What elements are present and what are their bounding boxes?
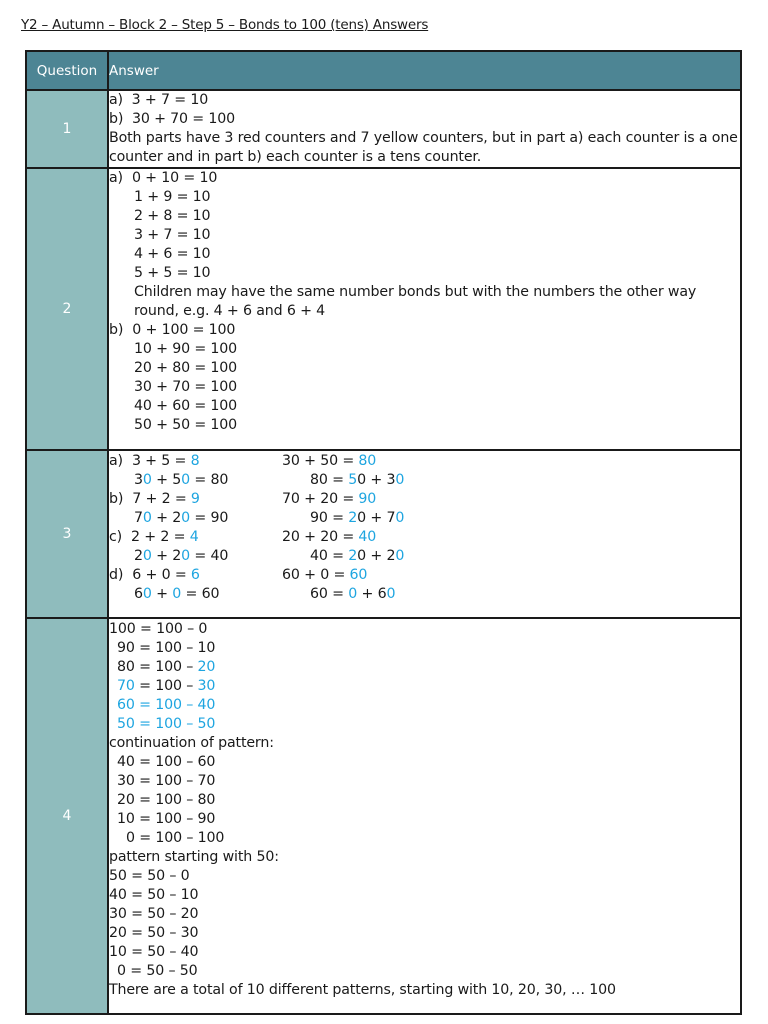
equation-part: 60 = (310, 586, 349, 602)
equation-part: 3 (134, 472, 143, 488)
equation: 70 + 20 = (282, 491, 359, 507)
equation: 30 + 70 = 100 (134, 379, 238, 395)
answer-cell-3 (108, 450, 741, 618)
equation-part: 80 = (310, 472, 349, 488)
equation: 30 = 100 – 70 (117, 773, 216, 789)
answer-line (109, 547, 740, 566)
equation: 90 = 100 – 10 (117, 640, 216, 656)
answer-value: 0 (181, 472, 191, 488)
answer-line (109, 585, 740, 604)
answer-line (109, 677, 740, 696)
answer-cell-4 (108, 618, 741, 1014)
answer-line (109, 452, 740, 471)
question-number-3: 3 (26, 450, 108, 618)
answer-value: 8 (190, 453, 200, 469)
answer-value: 0 (395, 548, 405, 564)
equation: 30 + 50 = (282, 453, 359, 469)
equation: 20 + 80 = 100 (134, 360, 238, 376)
question-number-1: 1 (26, 90, 108, 168)
answer-line (109, 471, 740, 490)
equation: 0 = 50 – 50 (117, 963, 198, 979)
equation: 2 + 2 = (131, 529, 190, 545)
equation-part: = 80 (190, 472, 229, 488)
equation-part: = 40 (190, 548, 229, 564)
part-label: b) (109, 322, 124, 338)
answer-line (109, 658, 740, 677)
question-number-2: 2 (26, 168, 108, 450)
equation: 60 + 0 = (282, 567, 350, 583)
answer-line (109, 169, 740, 188)
equation-part: = 60 (181, 586, 220, 602)
answer-value: 90 (358, 491, 377, 507)
equation: 3 + 7 = 10 (134, 227, 211, 243)
answer-note: There are a total of 10 different patterns, starting with 10, 20, 30, … 100 (109, 982, 616, 998)
equation-part: 0 + 3 (357, 472, 396, 488)
equation: 10 = 100 – 90 (117, 811, 216, 827)
equation-part: + 2 (151, 510, 182, 526)
equation-part: 0 + 2 (357, 548, 396, 564)
answer-value: 60 = 100 – 40 (117, 697, 216, 713)
equation: 4 + 6 = 10 (134, 246, 211, 262)
answer-value: 2 (348, 510, 358, 526)
table-row-q4 (26, 618, 741, 1014)
equation-part: + 2 (151, 548, 182, 564)
answer-value: 2 (348, 548, 358, 564)
equation-part: 40 = (310, 548, 349, 564)
table-row-q1 (26, 90, 741, 168)
part-label: b) (109, 491, 124, 507)
part-label: a) (109, 170, 123, 186)
section-label: continuation of pattern: (109, 735, 274, 751)
equation-part: 90 = (310, 510, 349, 526)
header-answer: Answer (108, 51, 741, 90)
answer-value: 20 (197, 659, 216, 675)
answer-line (109, 528, 740, 547)
answer-line (109, 509, 740, 528)
answer-value: 5 (348, 472, 358, 488)
answer-line: a) 3 + 7 = 10 (109, 92, 209, 108)
equation-part: + 5 (151, 472, 182, 488)
equation: 100 = 100 – 0 (109, 621, 208, 637)
answer-value: 60 (349, 567, 368, 583)
answer-cell-2 (108, 168, 741, 450)
answer-line (109, 490, 740, 509)
answer-value: 40 (358, 529, 377, 545)
part-label: c) (109, 529, 123, 545)
equation: 0 + 100 = 100 (132, 322, 236, 338)
equation-part: + (151, 586, 173, 602)
answer-value: 0 (142, 510, 152, 526)
answer-value: 6 (190, 567, 200, 583)
equation: 5 + 5 = 10 (134, 265, 211, 281)
equation: 40 + 60 = 100 (134, 398, 238, 414)
equation: 50 = 50 – 0 (109, 868, 190, 884)
answer-value: 0 (386, 586, 396, 602)
equation: 30 = 50 – 20 (109, 906, 199, 922)
equation-part: = 90 (190, 510, 229, 526)
equation-part: 2 (134, 548, 143, 564)
part-label: a) (109, 453, 123, 469)
answer-value: 0 (181, 510, 191, 526)
answer-line: b) 30 + 70 = 100 (109, 111, 236, 127)
equation: 40 = 50 – 10 (109, 887, 199, 903)
document-title: Y2 – Autumn – Block 2 – Step 5 – Bonds to 100 (tens) Answers (21, 17, 429, 33)
answer-value: 80 (358, 453, 377, 469)
equation: 1 + 9 = 10 (134, 189, 211, 205)
equation-part: 6 (134, 586, 143, 602)
table-header-row (26, 51, 741, 90)
answer-note: Both parts have 3 red counters and 7 yellow counters, but in part a) each counter is a one counter and in part b) each counter is a tens counter. (109, 130, 738, 165)
section-label: pattern starting with 50: (109, 849, 279, 865)
answer-value: 4 (189, 529, 199, 545)
answer-value: 0 (172, 586, 182, 602)
answer-line (109, 321, 740, 340)
equation: 20 = 100 – 80 (117, 792, 216, 808)
answer-value: 50 = 100 – 50 (117, 716, 216, 732)
answer-value: 30 (197, 678, 216, 694)
answer-value: 9 (190, 491, 200, 507)
answer-value: 0 (142, 586, 152, 602)
header-question: Question (26, 51, 108, 90)
equation: 10 = 50 – 40 (109, 944, 199, 960)
answer-value: 0 (142, 548, 152, 564)
equation: 2 + 8 = 10 (134, 208, 211, 224)
equation-part: 7 (134, 510, 143, 526)
answer-cell-1 (108, 90, 741, 168)
question-number-4: 4 (26, 618, 108, 1014)
equation: 3 + 5 = (131, 453, 191, 469)
equation: 20 + 20 = (282, 529, 359, 545)
answer-note: Children may have the same number bonds but with the numbers the other way round, e.g. 4 + 6 and 6 + 4 (134, 284, 697, 319)
equation-part: + 6 (357, 586, 387, 602)
answers-table (25, 50, 742, 1015)
equation: 50 + 50 = 100 (134, 417, 238, 433)
equation: 40 = 100 – 60 (117, 754, 216, 770)
equation: 0 = 100 – 100 (126, 830, 225, 846)
answer-value: 0 (142, 472, 152, 488)
answer-line (109, 566, 740, 585)
equation: 10 + 90 = 100 (134, 341, 238, 357)
equation-part: = 100 – (134, 678, 198, 694)
answer-value: 70 (117, 678, 135, 694)
answer-value: 0 (181, 548, 191, 564)
equation: 0 + 10 = 10 (131, 170, 218, 186)
answer-value: 0 (395, 510, 405, 526)
equation-part: 0 + 7 (357, 510, 396, 526)
equation: 20 = 50 – 30 (109, 925, 199, 941)
part-label: d) (109, 567, 124, 583)
equation-part: 80 = 100 – (117, 659, 198, 675)
table-row-q3 (26, 450, 741, 618)
table-row-q2 (26, 168, 741, 450)
equation: 6 + 0 = (132, 567, 191, 583)
equation: 7 + 2 = (132, 491, 191, 507)
answer-value: 0 (348, 586, 358, 602)
answer-value: 0 (395, 472, 405, 488)
